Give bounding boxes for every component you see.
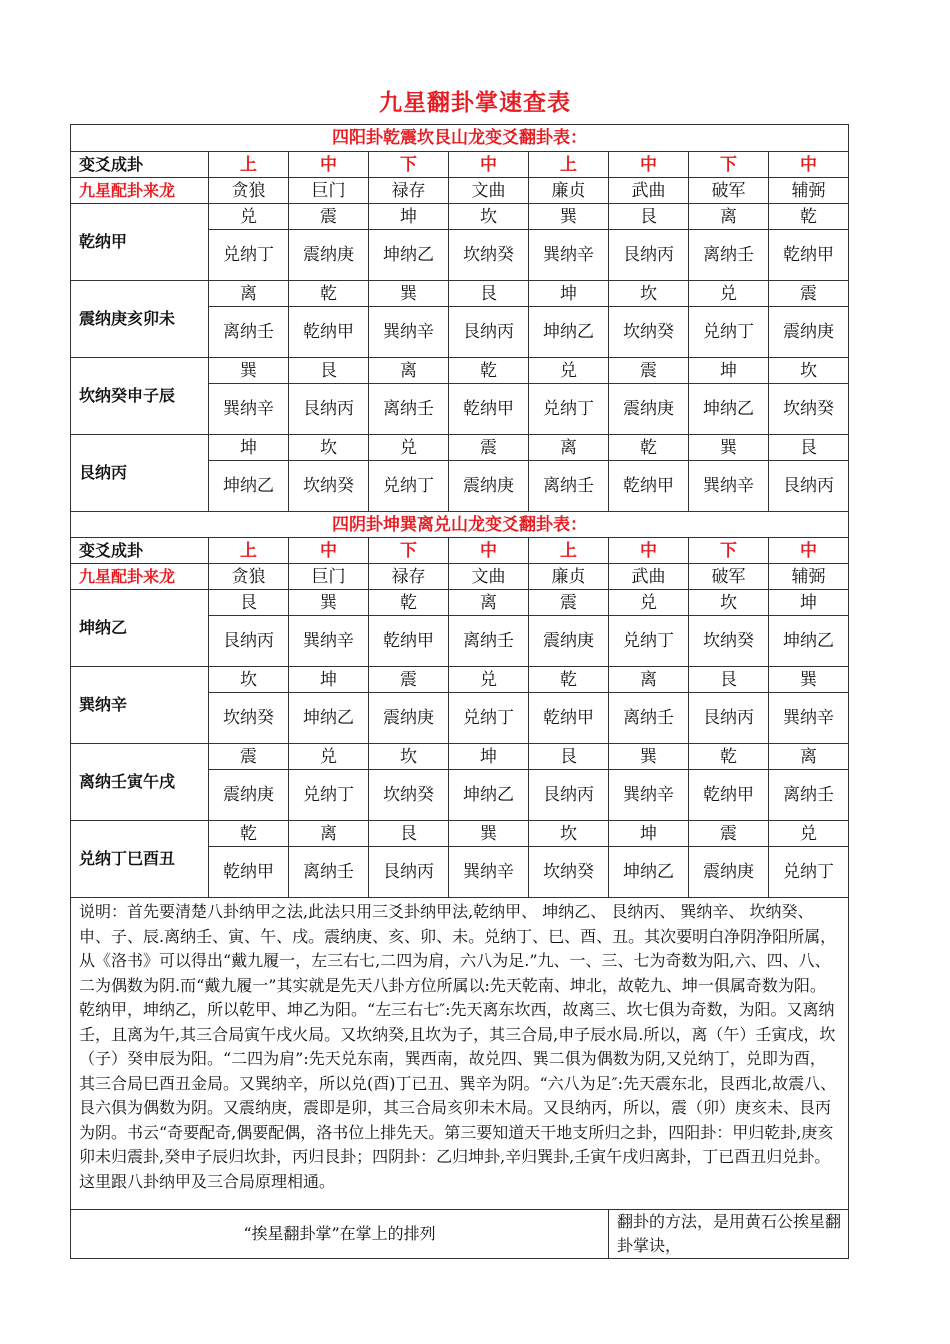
footer-right: 翻卦的方法，是用黄石公挨星翻卦掌诀， xyxy=(609,1210,849,1259)
trigram-cell: 离 xyxy=(609,667,689,693)
najia-cell xyxy=(609,770,689,821)
row-label-change: 变爻成卦 xyxy=(71,152,209,178)
trigram-cell: 震 xyxy=(769,281,849,307)
trigram-cell: 兑 xyxy=(289,744,369,770)
najia-cell xyxy=(289,770,369,821)
najia-cell xyxy=(369,616,449,667)
najia-cell xyxy=(689,847,769,898)
trigram-cell: 兑 xyxy=(449,667,529,693)
star-cell: 贪狼 xyxy=(209,564,289,590)
najia-cell xyxy=(689,461,769,512)
najia-cell xyxy=(689,230,769,281)
najia-cell xyxy=(769,693,849,744)
cell-text: 兑纳丁 xyxy=(703,321,754,342)
cell-text: 巽纳辛 xyxy=(703,475,754,496)
trigram-cell: 震 xyxy=(689,821,769,847)
trigram-cell: 兑 xyxy=(529,358,609,384)
cell-text: 离纳壬 xyxy=(783,784,835,805)
najia-cell xyxy=(769,230,849,281)
table-row xyxy=(71,898,849,1210)
trigram-cell: 巽 xyxy=(449,821,529,847)
cell-text: 离纳壬 xyxy=(543,475,594,496)
position-cell: 上 xyxy=(529,538,609,564)
najia-cell xyxy=(689,693,769,744)
trigram-cell: 巽 xyxy=(609,744,689,770)
trigram-cell: 坤 xyxy=(769,590,849,616)
najia-cell xyxy=(289,384,369,435)
najia-cell xyxy=(289,847,369,898)
position-cell: 下 xyxy=(689,538,769,564)
trigram-cell: 艮 xyxy=(289,358,369,384)
cell-text: 乾纳甲 xyxy=(623,475,674,496)
trigram-cell: 坤 xyxy=(209,435,289,461)
cell-text: 兑纳丁 xyxy=(303,784,354,805)
cell-text: 坎纳癸 xyxy=(703,630,754,651)
cell-text: 震纳庚 xyxy=(463,475,514,496)
position-cell: 下 xyxy=(369,538,449,564)
star-cell: 廉贞 xyxy=(529,564,609,590)
trigram-cell: 坎 xyxy=(369,744,449,770)
table-row xyxy=(71,358,849,384)
trigram-cell: 艮 xyxy=(209,590,289,616)
trigram-cell: 坤 xyxy=(369,204,449,230)
trigram-cell: 震 xyxy=(369,667,449,693)
trigram-cell: 艮 xyxy=(369,821,449,847)
najia-cell xyxy=(209,770,289,821)
cell-text: 乾纳甲 xyxy=(303,321,354,342)
najia-cell xyxy=(369,693,449,744)
group-label: 乾纳甲 xyxy=(71,204,209,281)
group-label: 震纳庚亥卯未 xyxy=(71,281,209,358)
table-row xyxy=(71,744,849,770)
trigram-cell: 兑 xyxy=(689,281,769,307)
trigram-cell: 震 xyxy=(449,435,529,461)
cell-text: 坤纳乙 xyxy=(543,321,594,342)
star-cell: 廉贞 xyxy=(529,178,609,204)
trigram-cell: 乾 xyxy=(529,667,609,693)
cell-text: 艮纳丙 xyxy=(383,861,434,882)
trigram-cell: 坤 xyxy=(449,744,529,770)
najia-cell xyxy=(769,770,849,821)
cell-text: 离纳壬 xyxy=(223,321,274,342)
star-cell: 巨门 xyxy=(289,178,369,204)
cell-text: 离纳壬 xyxy=(383,398,434,419)
position-cell: 中 xyxy=(769,152,849,178)
cell-text: 坎纳癸 xyxy=(623,321,674,342)
trigram-cell: 震 xyxy=(529,590,609,616)
position-cell: 下 xyxy=(369,152,449,178)
cell-text: 坤纳乙 xyxy=(703,398,754,419)
najia-cell xyxy=(529,230,609,281)
cell-text: 艮纳丙 xyxy=(303,398,354,419)
trigram-cell: 乾 xyxy=(689,744,769,770)
position-cell: 下 xyxy=(689,152,769,178)
cell-text: 离纳壬 xyxy=(703,244,754,265)
cell-text: 震纳庚 xyxy=(703,861,754,882)
cell-text: 兑纳丁 xyxy=(223,244,274,265)
cell-text: 坤纳乙 xyxy=(463,784,514,805)
trigram-cell: 兑 xyxy=(369,435,449,461)
cell-text: 乾纳甲 xyxy=(383,630,434,651)
lookup-table xyxy=(70,124,849,1259)
najia-cell xyxy=(529,384,609,435)
trigram-cell: 坎 xyxy=(289,435,369,461)
najia-cell xyxy=(209,693,289,744)
najia-cell xyxy=(609,461,689,512)
explanation-note: 说明：首先要清楚八卦纳甲之法,此法只用三爻卦纳甲法,乾纳甲、 坤纳乙、 艮纳丙、 巽纳辛、 坎纳癸、申、子、辰.离纳壬、寅、午、戌。震纳庚、亥、卯、未。兑纳丁、巳、酉、丑。其次要明白净阴净阳所属，从《洛书》可以得出“戴九履一，左三右七,二四为肩，六八为足.”九、一、三、七为奇数为阳,六、四、八、二为偶数为阴.而“戴九履一”其实就是先天八卦方位所属以:先天乾南、坤北，故乾九、坤一俱属奇数为阳。乾纳甲，坤纳乙，所以乾甲、坤乙为阳。“左三右七″:先天离东坎西，故离三、坎七俱为奇数，为阳。又离纳壬，且离为午,其三合局寅午戌火局。又坎纳癸,且坎为子，其三合局,申子辰水局.所以，离（午）壬寅戌，坎（子）癸申辰为阳。“二四为肩”:先天兑东南，巽西南，故兑四、巽二俱为偶数为阴,又兑纳丁，兑即为酉，其三合局巳酉丑金局。又巽纳辛，所以兑(酉)丁已丑、巽辛为阴。“六八为足″:先天震东北，艮西北,故震八、艮六俱为偶数为阴。又震纳庚，震即是卯，其三合局亥卯未木局。又艮纳丙，所以，震（卯）庚亥未、艮丙为阴。书云“奇要配奇,偶要配偶，洛书位上排先天。第三要知道天干地支所归之卦，四阳卦：甲归乾卦,庚亥卯未归震卦,癸申子辰归坎卦，丙归艮卦；四阴卦：乙归坤卦,辛归巽卦,壬寅午戌归离卦，丁已酉丑归兑卦。这里跟八卦纳甲及三合局原理相通。 xyxy=(71,898,849,1210)
table-row xyxy=(71,667,849,693)
cell-text: 离纳壬 xyxy=(623,707,674,728)
position-cell: 中 xyxy=(609,538,689,564)
position-cell: 中 xyxy=(289,538,369,564)
table-row xyxy=(71,125,849,152)
trigram-cell: 坤 xyxy=(689,358,769,384)
najia-cell xyxy=(769,847,849,898)
najia-cell xyxy=(609,307,689,358)
najia-cell xyxy=(209,230,289,281)
trigram-cell: 巽 xyxy=(769,667,849,693)
najia-cell xyxy=(449,307,529,358)
cell-text: 艮纳丙 xyxy=(223,630,274,651)
cell-text: 乾纳甲 xyxy=(703,784,754,805)
row-label-star: 九星配卦来龙 xyxy=(71,178,209,204)
position-cell: 中 xyxy=(769,538,849,564)
cell-text: 乾纳甲 xyxy=(543,707,594,728)
najia-cell xyxy=(529,770,609,821)
position-cell: 中 xyxy=(289,152,369,178)
najia-cell xyxy=(609,693,689,744)
cell-text: 坎纳癸 xyxy=(223,707,274,728)
najia-cell xyxy=(369,770,449,821)
cell-text: 艮纳丙 xyxy=(543,784,594,805)
najia-cell xyxy=(289,693,369,744)
trigram-cell: 乾 xyxy=(609,435,689,461)
star-cell: 辅弼 xyxy=(769,178,849,204)
cell-text: 坤纳乙 xyxy=(223,475,274,496)
trigram-cell: 震 xyxy=(609,358,689,384)
trigram-cell: 坎 xyxy=(209,667,289,693)
cell-text: 巽纳辛 xyxy=(783,707,835,728)
page-title: 九星翻卦掌速查表 xyxy=(379,90,571,116)
trigram-cell: 离 xyxy=(689,204,769,230)
cell-text: 兑纳丁 xyxy=(463,707,514,728)
trigram-cell: 离 xyxy=(369,358,449,384)
cell-text: 艮纳丙 xyxy=(463,321,514,342)
najia-cell xyxy=(209,461,289,512)
group-label: 坤纳乙 xyxy=(71,590,209,667)
trigram-cell: 坎 xyxy=(769,358,849,384)
najia-cell xyxy=(369,847,449,898)
trigram-cell: 离 xyxy=(769,744,849,770)
cell-text: 坎纳癸 xyxy=(303,475,354,496)
cell-text: 乾纳甲 xyxy=(223,861,274,882)
position-cell: 中 xyxy=(449,538,529,564)
najia-cell xyxy=(209,384,289,435)
trigram-cell: 乾 xyxy=(209,821,289,847)
najia-cell xyxy=(689,307,769,358)
cell-text: 坤纳乙 xyxy=(623,861,674,882)
cell-text: 兑纳丁 xyxy=(623,630,674,651)
star-cell: 文曲 xyxy=(449,564,529,590)
cell-text: 兑纳丁 xyxy=(543,398,594,419)
trigram-cell: 坤 xyxy=(289,667,369,693)
table-row xyxy=(71,204,849,230)
najia-cell xyxy=(529,307,609,358)
najia-cell xyxy=(529,616,609,667)
row-label-change: 变爻成卦 xyxy=(71,538,209,564)
trigram-cell: 震 xyxy=(209,744,289,770)
cell-text: 巽纳辛 xyxy=(463,861,514,882)
trigram-cell: 艮 xyxy=(769,435,849,461)
cell-text: 艮纳丙 xyxy=(783,475,835,496)
cell-text: 艮纳丙 xyxy=(623,244,674,265)
cell-text: 兑纳丁 xyxy=(783,861,835,882)
row-label-star: 九星配卦来龙 xyxy=(71,564,209,590)
cell-text: 乾纳甲 xyxy=(463,398,514,419)
table-row xyxy=(71,152,849,178)
cell-text: 巽纳辛 xyxy=(383,321,434,342)
star-cell: 辅弼 xyxy=(769,564,849,590)
cell-text: 坤纳乙 xyxy=(303,707,354,728)
star-cell: 贪狼 xyxy=(209,178,289,204)
trigram-cell: 巽 xyxy=(689,435,769,461)
position-cell: 中 xyxy=(449,152,529,178)
najia-cell xyxy=(289,461,369,512)
cell-text: 震纳庚 xyxy=(623,398,674,419)
najia-cell xyxy=(449,616,529,667)
trigram-cell: 艮 xyxy=(689,667,769,693)
table-row xyxy=(71,538,849,564)
cell-text: 坤纳乙 xyxy=(783,630,835,651)
trigram-cell: 乾 xyxy=(289,281,369,307)
trigram-cell: 巽 xyxy=(529,204,609,230)
najia-cell xyxy=(449,384,529,435)
cell-text: 坤纳乙 xyxy=(383,244,434,265)
najia-cell xyxy=(609,230,689,281)
cell-text: 坎纳癸 xyxy=(783,398,835,419)
trigram-cell: 坎 xyxy=(689,590,769,616)
cell-text: 震纳庚 xyxy=(223,784,274,805)
trigram-cell: 兑 xyxy=(609,590,689,616)
cell-text: 离纳壬 xyxy=(303,861,354,882)
trigram-cell: 兑 xyxy=(769,821,849,847)
najia-cell xyxy=(449,770,529,821)
najia-cell xyxy=(769,384,849,435)
najia-cell xyxy=(369,461,449,512)
cell-text: 震纳庚 xyxy=(543,630,594,651)
trigram-cell: 艮 xyxy=(609,204,689,230)
najia-cell xyxy=(609,384,689,435)
trigram-cell: 离 xyxy=(449,590,529,616)
trigram-cell: 艮 xyxy=(529,744,609,770)
najia-cell xyxy=(209,307,289,358)
najia-cell xyxy=(449,847,529,898)
star-cell: 巨门 xyxy=(289,564,369,590)
najia-cell xyxy=(289,616,369,667)
table-row xyxy=(71,178,849,204)
najia-cell xyxy=(609,616,689,667)
position-cell: 中 xyxy=(609,152,689,178)
table-row xyxy=(71,821,849,847)
trigram-cell: 乾 xyxy=(369,590,449,616)
trigram-cell: 离 xyxy=(529,435,609,461)
star-cell: 禄存 xyxy=(369,178,449,204)
trigram-cell: 巽 xyxy=(209,358,289,384)
table-row xyxy=(71,564,849,590)
star-cell: 破军 xyxy=(689,178,769,204)
najia-cell xyxy=(529,847,609,898)
najia-cell xyxy=(769,307,849,358)
cell-text: 乾纳甲 xyxy=(783,244,835,265)
najia-cell xyxy=(689,770,769,821)
star-cell: 破军 xyxy=(689,564,769,590)
trigram-cell: 坎 xyxy=(609,281,689,307)
najia-cell xyxy=(209,847,289,898)
najia-cell xyxy=(689,384,769,435)
star-cell: 武曲 xyxy=(609,178,689,204)
position-cell: 上 xyxy=(209,152,289,178)
trigram-cell: 坎 xyxy=(529,821,609,847)
star-cell: 武曲 xyxy=(609,564,689,590)
section-heading: 四阳卦乾震坎艮山龙变爻翻卦表： xyxy=(71,125,849,152)
table-row xyxy=(71,512,849,538)
trigram-cell: 兑 xyxy=(209,204,289,230)
footer-left: “挨星翻卦掌”在掌上的排列 xyxy=(71,1210,609,1259)
trigram-cell: 乾 xyxy=(449,358,529,384)
group-label: 离纳壬寅午戌 xyxy=(71,744,209,821)
trigram-cell: 坤 xyxy=(529,281,609,307)
star-cell: 文曲 xyxy=(449,178,529,204)
najia-cell xyxy=(529,461,609,512)
najia-cell xyxy=(449,461,529,512)
table-row xyxy=(71,590,849,616)
cell-text: 艮纳丙 xyxy=(703,707,754,728)
trigram-cell: 震 xyxy=(289,204,369,230)
table-row xyxy=(71,435,849,461)
table-row xyxy=(71,281,849,307)
najia-cell xyxy=(369,307,449,358)
group-label: 坎纳癸申子辰 xyxy=(71,358,209,435)
trigram-cell: 巽 xyxy=(289,590,369,616)
trigram-cell: 坎 xyxy=(449,204,529,230)
najia-cell xyxy=(369,230,449,281)
cell-text: 巽纳辛 xyxy=(623,784,674,805)
najia-cell xyxy=(289,307,369,358)
cell-text: 震纳庚 xyxy=(383,707,434,728)
najia-cell xyxy=(449,230,529,281)
najia-cell xyxy=(289,230,369,281)
najia-cell xyxy=(369,384,449,435)
star-cell: 禄存 xyxy=(369,564,449,590)
cell-text: 兑纳丁 xyxy=(383,475,434,496)
najia-cell xyxy=(209,616,289,667)
cell-text: 坎纳癸 xyxy=(543,861,594,882)
cell-text: 巽纳辛 xyxy=(303,630,354,651)
trigram-cell: 乾 xyxy=(769,204,849,230)
group-label: 巽纳辛 xyxy=(71,667,209,744)
trigram-cell: 坤 xyxy=(609,821,689,847)
najia-cell xyxy=(769,616,849,667)
cell-text: 巽纳辛 xyxy=(543,244,594,265)
najia-cell xyxy=(769,461,849,512)
najia-cell xyxy=(529,693,609,744)
cell-text: 离纳壬 xyxy=(463,630,514,651)
cell-text: 震纳庚 xyxy=(303,244,354,265)
section-heading: 四阴卦坤巽离兑山龙变爻翻卦表： xyxy=(71,512,849,538)
cell-text: 坎纳癸 xyxy=(463,244,514,265)
group-label: 艮纳丙 xyxy=(71,435,209,512)
cell-text: 巽纳辛 xyxy=(223,398,274,419)
cell-text: 震纳庚 xyxy=(783,321,835,342)
trigram-cell: 离 xyxy=(209,281,289,307)
najia-cell xyxy=(609,847,689,898)
cell-text: 坎纳癸 xyxy=(383,784,434,805)
najia-cell xyxy=(689,616,769,667)
trigram-cell: 离 xyxy=(289,821,369,847)
position-cell: 上 xyxy=(209,538,289,564)
trigram-cell: 巽 xyxy=(369,281,449,307)
najia-cell xyxy=(449,693,529,744)
trigram-cell: 艮 xyxy=(449,281,529,307)
position-cell: 上 xyxy=(529,152,609,178)
table-row xyxy=(71,1210,849,1259)
group-label: 兑纳丁巳酉丑 xyxy=(71,821,209,898)
